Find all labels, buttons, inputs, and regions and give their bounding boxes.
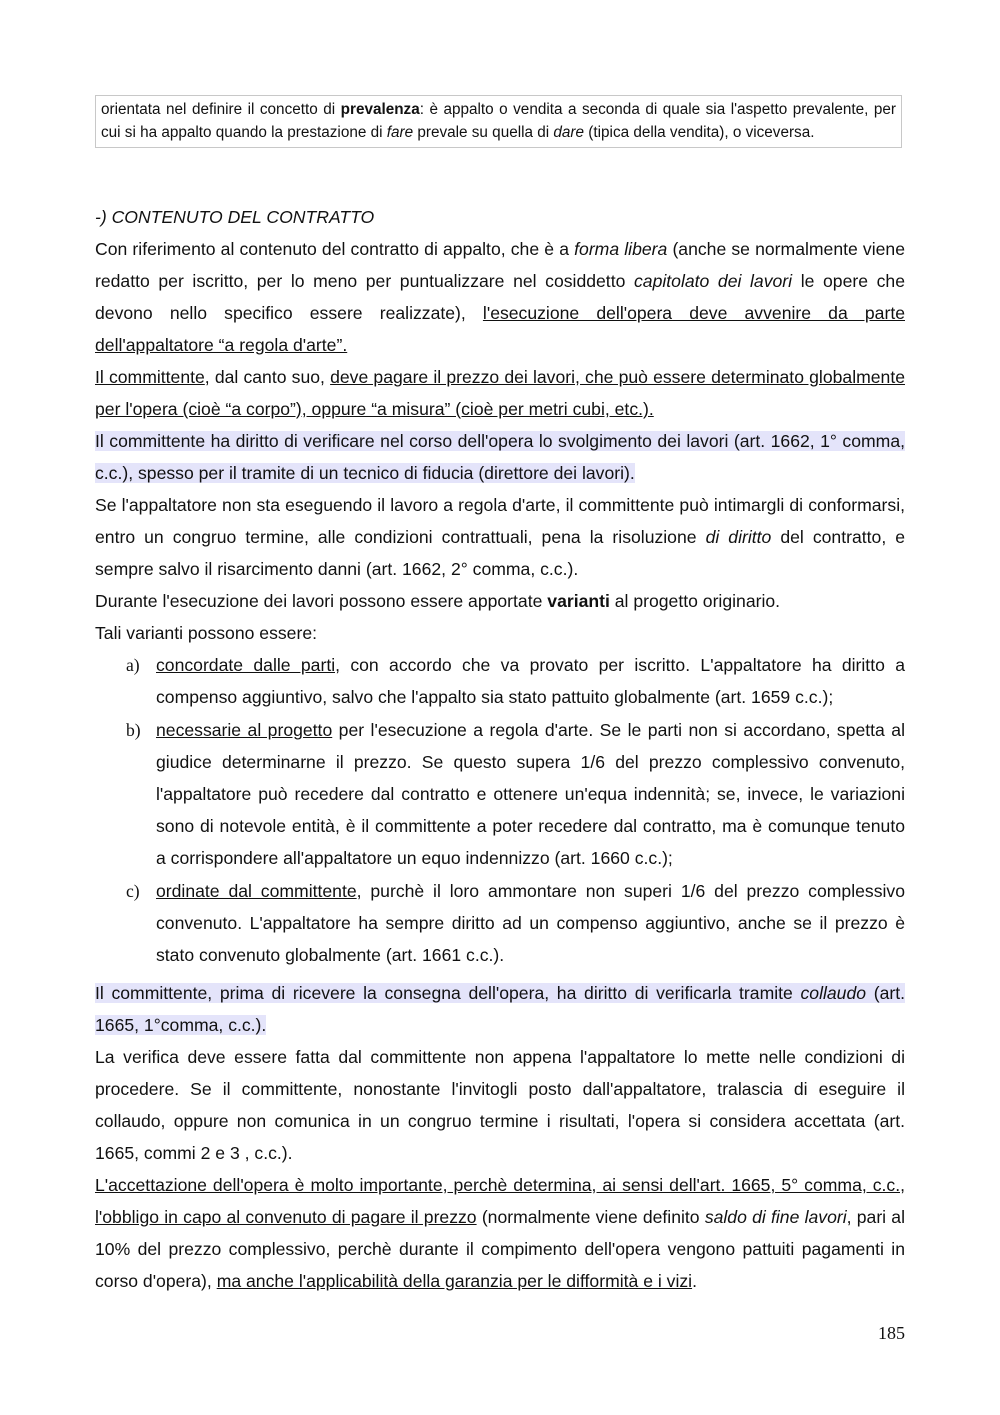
- text-run: (anche se normalmente viene redatto per iscritto, per lo meno per puntualizzare nel cosiddetto: [95, 239, 905, 291]
- italic-term: collaudo: [800, 983, 867, 1003]
- bold-term: varianti: [547, 591, 610, 611]
- list-marker: c): [126, 881, 140, 901]
- text-run: (normalmente viene definito: [476, 1207, 705, 1227]
- varianti-list: [95, 649, 905, 971]
- page-number: 185: [878, 1323, 905, 1343]
- text-run: Il committente, prima di ricevere la consegna dell'opera, ha diritto di verificarla tramite: [95, 983, 801, 1003]
- text-run: con accordo che va provato per iscritto. L'appaltatore ha diritto a compenso aggiuntivo, salvo che l'appalto sia stato pattuito globalmente (art. 1659 c.c.);: [156, 655, 905, 707]
- text-run: orientata nel definire il concetto di: [101, 101, 341, 118]
- text-run: .: [692, 1271, 697, 1291]
- list-marker: a): [126, 655, 140, 675]
- list-marker: b): [126, 720, 141, 740]
- text-run: prevale su quella di: [413, 124, 554, 141]
- underlined-text: Il committente: [95, 367, 205, 387]
- underlined-text: ordinate dal committente: [156, 881, 357, 901]
- text-run: , dal canto suo,: [204, 367, 331, 387]
- paragraph-varianti: [95, 585, 905, 617]
- italic-term: forma libera: [574, 239, 668, 259]
- text-run: Con riferimento al contenuto del contratto di appalto, che è a: [95, 239, 575, 259]
- section-title: -) CONTENUTO DEL CONTRATTO: [95, 207, 375, 227]
- document-body: [95, 201, 905, 1297]
- italic-term: capitolato dei lavori: [634, 271, 793, 291]
- underlined-text: deve pagare il prezzo dei lavori, che può essere determinato globalmente per l'opera (cioè “a corpo”), oppure “a misura” (cioè per metri cubi, etc.).: [95, 367, 905, 419]
- paragraph-accettazione: [95, 1169, 905, 1297]
- paragraph-verifica-collaudo: La verifica deve essere fatta dal committente non appena l'appaltatore lo mette nelle condizioni di procedere. Se il committente, nonostante l'invitogli posto dall'appaltatore, tralascia di eseguire il collaudo, oppure non comunica in un congruo termine i risultati, l'opera si considera accettata (art. 1665, commi 2 e 3 , c.c.).: [95, 1047, 905, 1163]
- bold-term: prevalenza: [340, 101, 420, 118]
- text-run: del contratto, e sempre salvo il risarcimento danni (art. 1662, 2° comma, c.c.).: [95, 527, 906, 579]
- paragraph-committente: [95, 361, 905, 425]
- text-run: al progetto originario.: [609, 591, 781, 611]
- list-item: [95, 714, 905, 874]
- paragraph-verifica-highlighted: [95, 425, 905, 489]
- paragraph-collaudo-highlighted: [95, 977, 905, 1041]
- list-item: [95, 875, 905, 971]
- text-run: , purchè il loro ammontare non superi 1/6 del prezzo complessivo convenuto. L'appaltatore ha sempre diritto ad un compenso aggiuntivo, anche se il prezzo è stato convenuto globalmente (art. 1661 c.c.).: [156, 881, 905, 965]
- text-run: per l'esecuzione a regola d'arte. Se le parti non si accordano, spetta al giudice determinarne il prezzo. Se questo supera 1/6 del prezzo complessivo convenuto, l'appaltatore può recedere dal contratto e ottenere un'equa indennità; se, invece, le variazioni sono di notevole entità, è il committente a poter recedere dal contratto, ma è comunque tenuto a corrispondere all'appaltatore un equo indennizzo (art. 1660 c.c.);: [156, 720, 905, 868]
- italic-term: di diritto: [705, 527, 772, 547]
- boxed-paragraph: [95, 95, 902, 148]
- text-run: (art. 1665, 1°comma, c.c.).: [95, 983, 905, 1035]
- paragraph-regola-arte: [95, 489, 905, 585]
- text-run: le opere che devono nello specifico essere realizzate),: [95, 271, 905, 323]
- italic-term: saldo di fine lavori: [704, 1207, 847, 1227]
- text-run: Se l'appaltatore non sta eseguendo il lavoro a regola d'arte, il committente può intimargli di conformarsi, entro un congruo termine, alle condizioni contrattuali, pena la risoluzione: [95, 495, 905, 547]
- highlighted-text: [95, 983, 905, 1035]
- text-run: : è appalto o vendita a seconda di quale sia l'aspetto prevalente, per cui si ha appalto quando la prestazione di: [101, 101, 896, 141]
- text-run: , pari al 10% del prezzo complessivo, perchè durante il compimento dell'opera vengono pattuiti pagamenti in corso d'opera),: [95, 1207, 905, 1291]
- underlined-text: L'accettazione dell'opera è molto importante, perchè determina, ai sensi dell'art. 1665, 5° comma, c.c., l'obbligo in capo al convenuto di pagare il prezzo: [95, 1175, 905, 1227]
- italic-term: fare: [386, 124, 414, 141]
- paragraph-content: [95, 233, 905, 361]
- list-item: [95, 649, 905, 713]
- underlined-text: concordate dalle parti,: [156, 655, 341, 675]
- italic-term: dare: [553, 124, 585, 141]
- highlighted-text: Il committente ha diritto di verificare nel corso dell'opera lo svolgimento dei lavori (art. 1662, 1° comma, c.c.), spesso per il tramite di un tecnico di fiducia (direttore dei lavori).: [95, 431, 905, 483]
- underlined-text: ma anche l'applicabilità della garanzia per le difformità e i vizi: [216, 1271, 693, 1291]
- text-run: Durante l'esecuzione dei lavori possono essere apportate: [95, 591, 548, 611]
- underlined-text: necessarie al progetto: [156, 720, 333, 740]
- paragraph-tali-varianti: Tali varianti possono essere:: [95, 623, 317, 643]
- underlined-text: l'esecuzione dell'opera deve avvenire da parte dell'appaltatore “a regola d'arte”.: [95, 303, 905, 355]
- text-run: (tipica della vendita), o viceversa.: [584, 124, 815, 141]
